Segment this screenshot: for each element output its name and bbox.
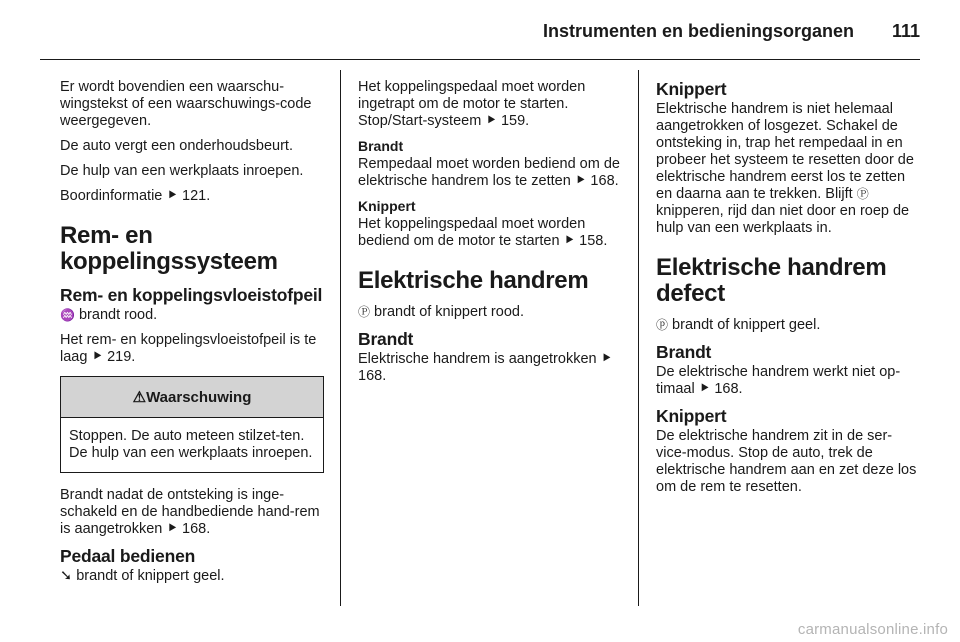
handbrake-icon: Ⓟ: [358, 305, 371, 319]
subsection-heading: Rem- en koppelingsvloeistofpeil: [60, 285, 323, 305]
warning-text: Stoppen. De auto meteen stilzet-ten. De hulp van een werkplaats inroepen.: [69, 428, 313, 461]
subsection-heading: Knippert: [656, 406, 727, 426]
column-2: [358, 79, 624, 393]
paragraph: De elektrische handrem zit in de ser-vice-modus. Stop de auto, trek de elektrische handrem aan en zet deze los om de rem te resetten.: [656, 428, 917, 495]
paragraph: Het koppelingspedaal moet worden ingetrapt om de motor te starten. Stop/Start-systeem ⯈ 159.: [358, 79, 586, 129]
paragraph: Brandt nadat de ontsteking is inge-schakeld en de handbediende hand-rem is aangetrokken ⯈ 168.: [60, 487, 320, 537]
paragraph: Er wordt bovendien een waarschu-wingstekst of een waarschuwings-code weergegeven.: [60, 79, 312, 129]
page-number: 111: [891, 21, 920, 41]
warning-title: Waarschuwing: [146, 388, 252, 406]
section-heading: Elektrische handrem defect: [656, 254, 887, 307]
subsection-heading: Brandt: [358, 329, 414, 349]
paragraph: Het rem- en koppelingsvloeistofpeil is te laag ⯈ 219.: [60, 332, 317, 365]
column-1: [60, 79, 326, 593]
cross-reference: Boordinformatie ⯈ 121.: [60, 188, 211, 204]
pedal-icon: ➘: [60, 568, 73, 584]
handbrake-defect-icon: ⓟ: [656, 318, 669, 332]
section-heading: Rem- en koppelingssysteem: [60, 222, 278, 275]
warning-icon: ⚠: [132, 388, 147, 406]
subsection-heading: Knippert: [656, 79, 727, 99]
warning-header: [61, 377, 323, 418]
column-3: [656, 79, 922, 504]
warning-box: [60, 376, 324, 473]
status-line: ⓟ brandt of knippert geel.: [656, 317, 821, 333]
section-heading: Elektrische handrem: [358, 267, 589, 294]
status-line: Ⓟ brandt of knippert rood.: [358, 304, 524, 320]
header-divider: [40, 59, 920, 60]
subsection-heading: Pedaal bedienen: [60, 546, 196, 566]
paragraph: De elektrische handrem werkt niet op-timaal ⯈ 168.: [656, 364, 901, 397]
paragraph: De auto vergt een onderhoudsbeurt.: [60, 138, 293, 154]
subsection-heading: Brandt: [656, 342, 712, 362]
status-line: ♒ brandt rood.: [60, 307, 158, 323]
page-title: Instrumenten en bedieningsorganen: [542, 21, 854, 41]
subheading: Knippert: [358, 198, 416, 214]
page-header: [40, 0, 920, 60]
column-divider: [340, 70, 341, 606]
watermark: carmanualsonline.info: [797, 621, 948, 638]
paragraph: Elektrische handrem is niet helemaal aangetrokken of losgezet. Schakel de ontsteking in, trap het rempedaal in en probeer het systeem te resetten door de elektrische handrem eerst los te zetten en daarna aan te trekken. Blijft Ⓟ knipperen, rijd dan niet door en roep de hulp van een werkplaats in.: [656, 101, 914, 236]
subheading: Brandt: [358, 138, 404, 154]
status-line: ➘ brandt of knippert geel.: [60, 568, 225, 584]
brake-fluid-icon: ♒: [60, 308, 75, 322]
paragraph: Het koppelingspedaal moet worden bediend om de motor te starten ⯈ 158.: [358, 216, 608, 249]
column-divider: [638, 70, 639, 606]
handbrake-icon: Ⓟ: [856, 187, 869, 201]
paragraph: Rempedaal moet worden bediend om de elektrische handrem los te zetten ⯈ 168.: [358, 156, 620, 189]
paragraph: De hulp van een werkplaats inroepen.: [60, 163, 304, 179]
paragraph: Elektrische handrem is aangetrokken ⯈ 168.: [358, 351, 613, 384]
